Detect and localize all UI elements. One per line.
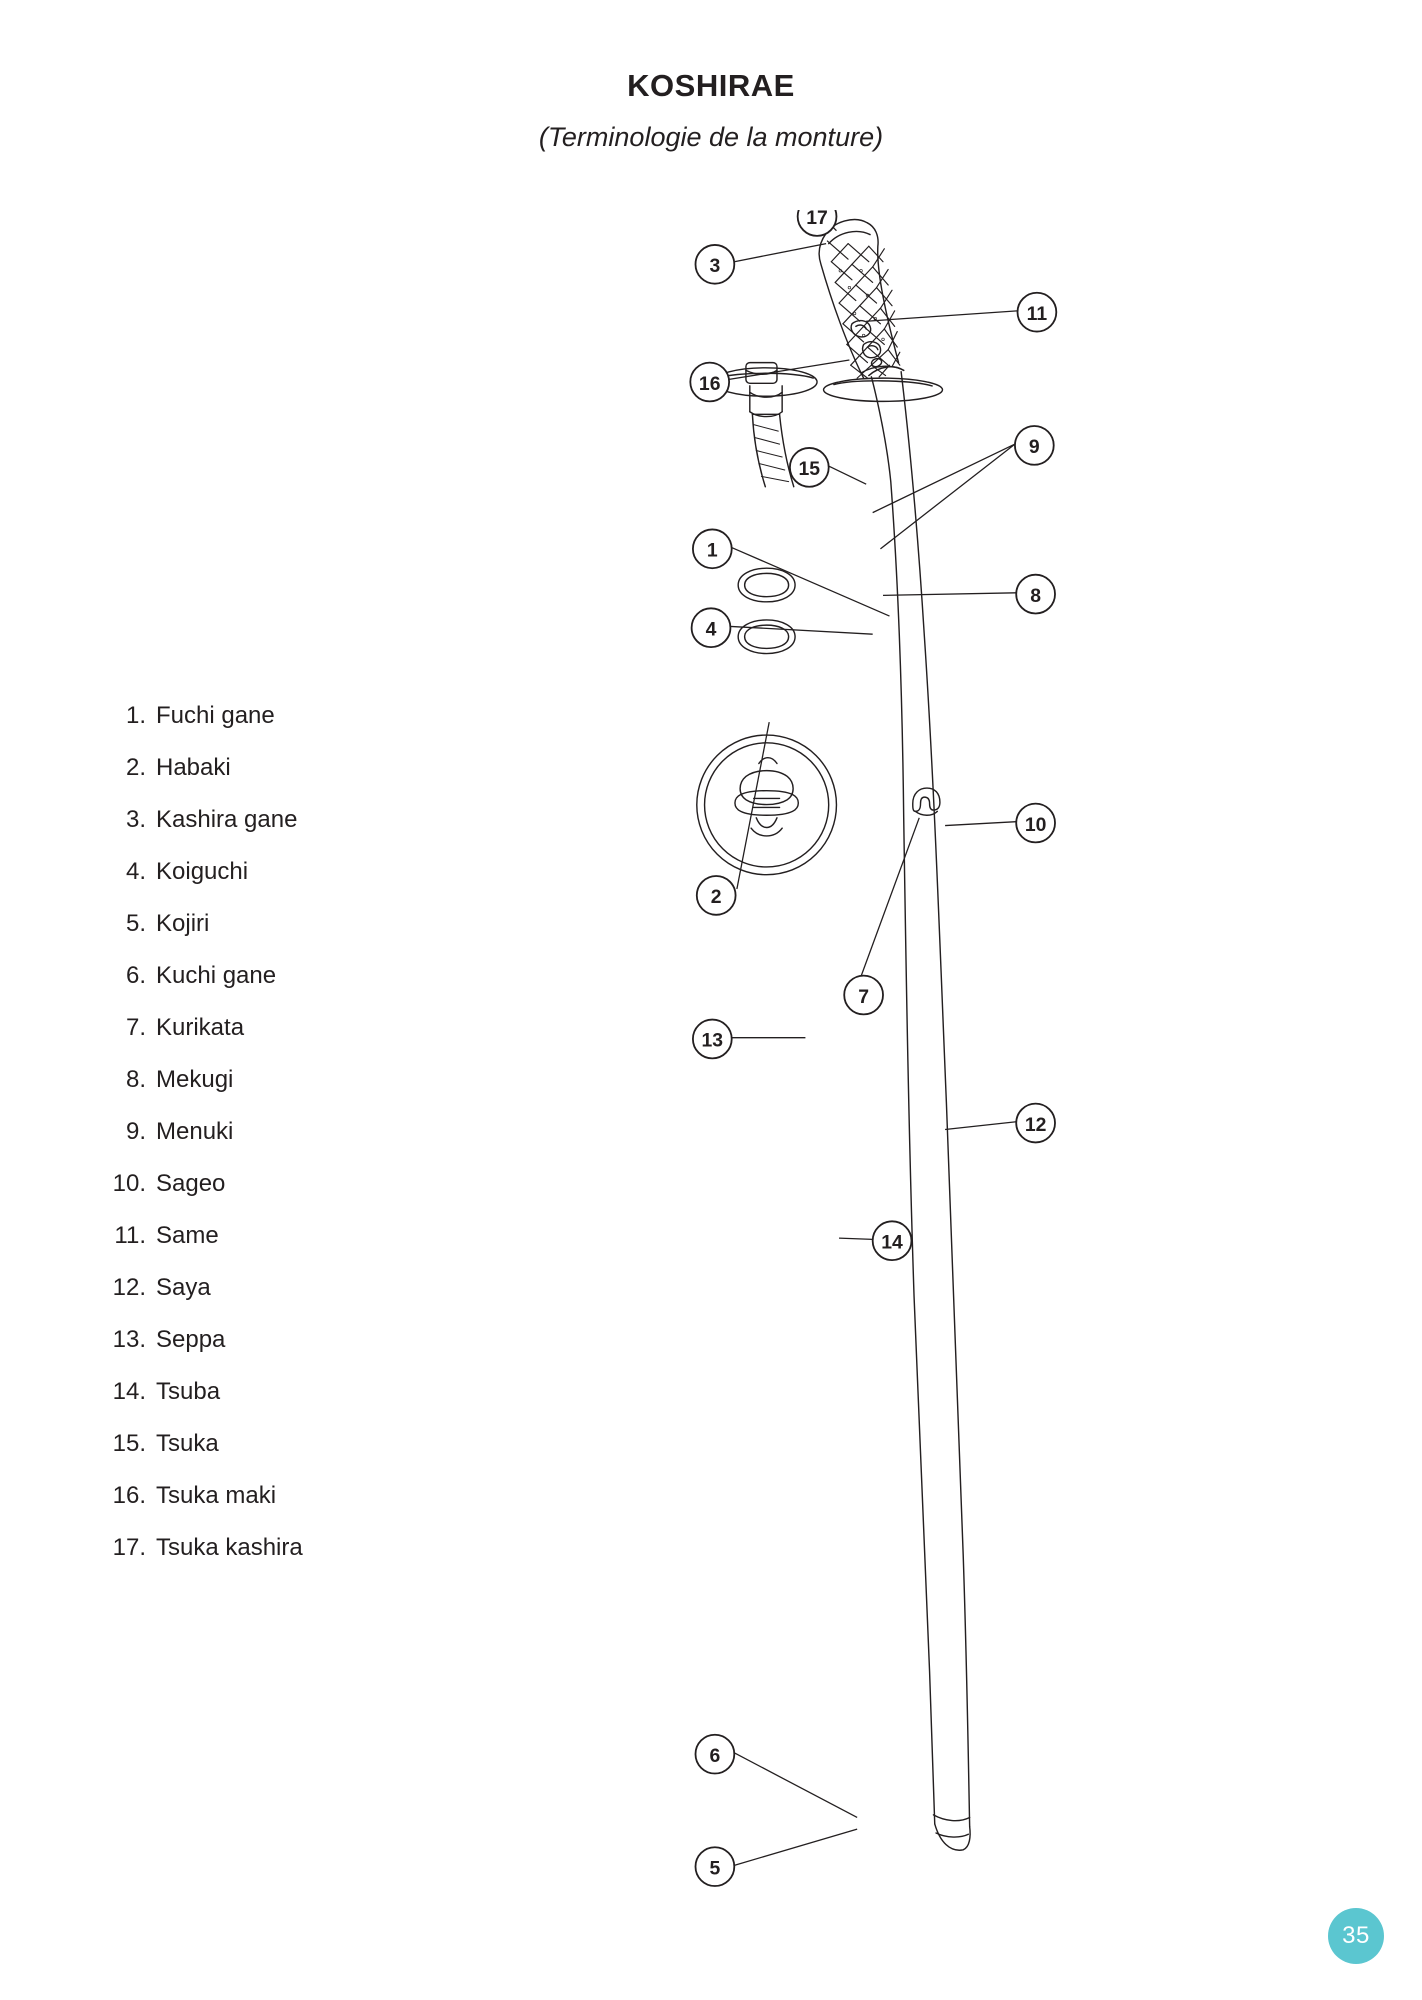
list-item	[100, 1106, 400, 1158]
list-item-number: 10.	[112, 1170, 146, 1197]
list-item	[100, 1054, 400, 1106]
list-item	[100, 846, 400, 898]
list-item-number: 8.	[125, 1066, 146, 1093]
svg-text:4: 4	[705, 618, 717, 641]
list-item-label: Menuki	[156, 1118, 234, 1145]
list-item-label: Kurikata	[156, 1014, 245, 1041]
list-item-label: Seppa	[156, 1326, 226, 1353]
list-item-number: 17.	[112, 1534, 146, 1561]
list-item	[100, 898, 400, 950]
list-item	[100, 1522, 400, 1574]
list-item-label: Kashira gane	[156, 806, 298, 833]
svg-text:13: 13	[701, 1029, 724, 1052]
list-item-number: 9.	[125, 1118, 146, 1145]
svg-text:5: 5	[709, 1857, 721, 1880]
koshirae-illustration	[430, 210, 1380, 1930]
list-item-label: Habaki	[156, 754, 231, 781]
list-item-label: Tsuba	[156, 1378, 221, 1405]
svg-text:16: 16	[698, 372, 721, 395]
terminology-legend	[100, 690, 400, 1574]
list-item	[100, 1314, 400, 1366]
list-item-label: Fuchi gane	[156, 702, 275, 729]
list-item-number: 13.	[112, 1326, 146, 1353]
list-item-number: 6.	[125, 962, 146, 989]
list-item-number: 4.	[125, 858, 146, 885]
list-item-number: 5.	[125, 910, 146, 937]
list-item	[100, 1262, 400, 1314]
list-item-number: 7.	[125, 1014, 146, 1041]
list-item-label: Tsuka kashira	[156, 1534, 303, 1561]
svg-text:6: 6	[709, 1744, 721, 1767]
list-item	[100, 690, 400, 742]
list-item-label: Saya	[156, 1274, 211, 1301]
svg-text:3: 3	[709, 255, 721, 278]
list-item	[100, 1158, 400, 1210]
list-item-number: 16.	[112, 1482, 146, 1509]
list-item-number: 3.	[125, 806, 146, 833]
page-number-badge: 35	[1328, 1908, 1384, 1964]
list-item-number: 15.	[112, 1430, 146, 1457]
list-item-label: Kuchi gane	[156, 962, 277, 989]
list-item	[100, 794, 400, 846]
svg-text:1: 1	[706, 539, 718, 562]
list-item-label: Tsuka	[156, 1430, 219, 1457]
list-item	[100, 950, 400, 1002]
page-subtitle: (Terminologie de la monture)	[538, 122, 884, 152]
list-item	[100, 1366, 400, 1418]
list-item	[100, 1210, 400, 1262]
svg-text:14: 14	[881, 1231, 903, 1254]
list-item	[100, 742, 400, 794]
svg-text:10: 10	[1024, 813, 1047, 836]
list-item	[100, 1418, 400, 1470]
svg-text:7: 7	[858, 985, 870, 1008]
svg-text:12: 12	[1024, 1113, 1047, 1136]
list-item-label: Sageo	[156, 1170, 226, 1197]
list-item-number: 12.	[112, 1274, 146, 1301]
list-item-number: 1.	[125, 702, 146, 729]
list-item-number: 14.	[112, 1378, 146, 1405]
svg-text:15: 15	[798, 458, 821, 481]
svg-text:9: 9	[1028, 436, 1040, 459]
list-item-label: Kojiri	[156, 910, 210, 937]
page-title: KOSHIRAE	[627, 68, 795, 103]
list-item-label: Same	[156, 1222, 219, 1249]
svg-text:11: 11	[1026, 302, 1048, 325]
svg-text:2: 2	[710, 886, 722, 909]
list-item-number: 11.	[114, 1222, 146, 1249]
list-item-label: Tsuka maki	[156, 1482, 277, 1509]
list-item	[100, 1002, 400, 1054]
svg-text:8: 8	[1030, 584, 1042, 607]
list-item-number: 2.	[125, 754, 146, 781]
list-item-label: Koiguchi	[156, 858, 249, 885]
svg-text:17: 17	[806, 210, 828, 230]
list-item-label: Mekugi	[156, 1066, 234, 1093]
list-item	[100, 1470, 400, 1522]
